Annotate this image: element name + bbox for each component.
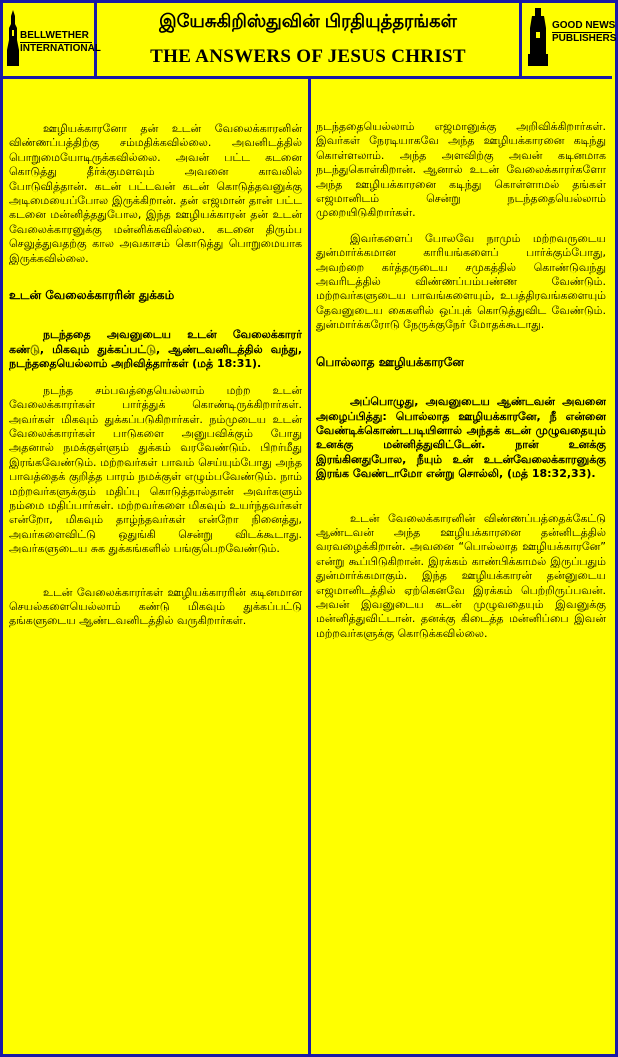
page-title-english: THE ANSWERS OF JESUS CHRIST (150, 46, 466, 67)
paragraph: நடந்ததையெல்லாம் எஜமானுக்கு அறிவிக்கிறார்கள். இவர்கள் நேரடியாகவே அந்த ஊழியக்காரனை கடிந்து கொள்ளலாம். அந்த அளவிற்கு அவன் கடினமாக நடந்துகொள்கிறான். ஆனால் உடன் வேலைக்காரர்களோ அந்த ஊழியக்காரனை கடிந்து கொள்ளாமல் தங்கள் எஜமானிடம் சென்று நடந்ததையெல்லாம் முறையிடுகிறார்கள். (316, 120, 606, 220)
right-column (316, 82, 606, 1048)
tower-icon (526, 8, 550, 66)
scripture-verse: நடந்ததை அவனுடைய உடன் வேலைக்காரர் கண்டு, மிகவும் துக்கப்பட்டு, ஆண்டவனிடத்தில் வந்து, நடந்ததையெல்லாம் அறிவித்தார்கள் (மத் 18:31). (9, 328, 302, 371)
paragraph: நடந்த சம்பவத்தையெல்லாம் மற்ற உடன் வேலைக்காரர்கள் பார்த்துக் கொண்டிருக்கிறார்கள். அவர்கள் மிகவும் துக்கப்படுகிறார்கள். நம்முடைய உடன் வேலைக்காரர்கள் பாடுகளை அனுபவிக்கும் போது அதனால் நமக்குள்ளும் துக்கம் வரவேண்டும். பிறர்மீது இரங்கவேண்டும். மற்றவர்கள் பாவம் செய்யும்போது அந்த பாவத்தைக் குறித்த பாரம் நமக்குள் எழும்பவேண்டும். நாம் மற்றவர்களுக்கும் மதிப்பு கொடுத்தால்தான் அவர்களும் நம்மை மதிப்பார்கள். மற்றவர்களை மிகவும் உயர்ந்தவர்கள் என்றோ, மிகவும் தாழ்ந்தவர்கள் என்றோ நினைத்து, அவர்களைவிட்டு ஒதுங்கி சென்று விடக்கூடாது. அவர்களுடைய சுக துக்கங்களில் பங்குபெறவேண்டும். (9, 383, 302, 556)
logo-line1: BELLWETHER (20, 30, 92, 43)
logo-line2: PUBLISHERS (552, 33, 617, 44)
paragraph: உடன் வேலைக்காரர்கள் ஊழியக்காரரின் கடினமான செயல்களையெல்லாம் கண்டு மிகவும் துக்கப்பட்டு தங்களுடைய ஆண்டவனிடத்தில் வருகிறார்கள். (9, 585, 302, 628)
scripture-verse: அப்பொழுது, அவனுடைய ஆண்டவன் அவனை அழைப்பித்து: பொல்லாத ஊழியக்காரனே, நீ என்னை வேண்டிக்கொண்டபடியினால் அந்தக் கடன் முழுவதையும் உனக்கு மன்னித்துவிட்டேன். நான் உனக்கு இரங்கினதுபோல, நீயும் உன் உடன்வேலைக்காரனுக்கு இரங்க வேண்டாமோ என்று சொல்லி, (மத் 18:32,33). (316, 395, 606, 481)
paragraph: இவர்களைப் போலவே நாமும் மற்றவருடைய துன்மார்க்கமான காரியங்களைப் பார்க்கும்போது, அவற்றை கர்த்தருடைய சமுகத்தில் கொண்டுவந்து அவரிடத்தில் விண்ணப்பம்பண்ண வேண்டும். மற்றவர்களுடைய பாவங்களையும், உபத்திரவங்களையும் தேவனுடைய கைகளில் ஒப்புக் கொடுத்துவிட வேண்டும். துன்மார்க்கரோடு நேருக்குநேர் மோதக்கூடாது. (316, 231, 606, 332)
paragraph: உடன் வேலைக்காரனின் விண்ணப்பத்தைக்கேட்டு ஆண்டவன் அந்த ஊழியக்காரனை தன்னிடத்தில் வரவழைக்கிறான். அவனை “பொல்லாத ஊழியக்காரனே” என்று கூப்பிடுகிறான். இரக்கம் காண்பிக்காமல் இருப்பதும் துன்மார்க்கமாகும். இந்த ஊழியக்காரன் தன்னுடைய எஜமானிடத்தில் ஏற்கெனவே இரக்கம் பெற்றிருப்பவன். அவன் இவனுடைய கடன் முழுவதையும் இவனுக்கு மன்னித்துவிட்டான். தனக்கு கிடைத்த மன்னிப்பை இவன் மற்றவர்களுக்கு கொடுக்கவில்லை. (316, 511, 606, 640)
logo-line2: INTERNATIONAL (20, 43, 101, 54)
bellwether-logo (0, 0, 101, 76)
tower-icon (6, 10, 20, 66)
logo-line1: GOOD NEWS (552, 20, 616, 31)
section-heading: உடன் வேலைக்காரரின் துக்கம் (9, 288, 175, 303)
good-news-logo (519, 0, 617, 76)
title-block (97, 0, 519, 76)
page-header (0, 0, 617, 79)
page-title-tamil: இயேசுகிறிஸ்துவின் பிரதியுத்தரங்கள் (159, 11, 457, 31)
section-heading: பொல்லாத ஊழியக்காரனே (316, 354, 464, 369)
paragraph: ஊழியக்காரனோ தன் உடன் வேலைக்காரனின் விண்ணப்பத்திற்கு சம்மதிக்கவில்லை. அவனிடத்தில் பொறுமையோடிருக்கவில்லை. அவன் பட்ட கடனை கொடுத்து தீர்க்குமளவும் அவனை காவலில் போடுவித்தான். கடன் பட்டவன் கடன் கொடுத்தவனுக்கு அடிமையைப்போல இருக்கிறான். தன் எஜமான் தான் பட்ட கடனை மன்னித்ததுபோல, இந்த ஊழியக்காரன் தன் உடன் வேலைக்காரனுக்கு மன்னிக்கவில்லை. கடனை திரும்ப செலுத்துவதற்கு கால அவகாசம் கொடுத்து பொறுமையாக இருக்கவில்லை. (9, 122, 302, 265)
column-divider (308, 79, 311, 1054)
left-column (9, 82, 302, 1048)
